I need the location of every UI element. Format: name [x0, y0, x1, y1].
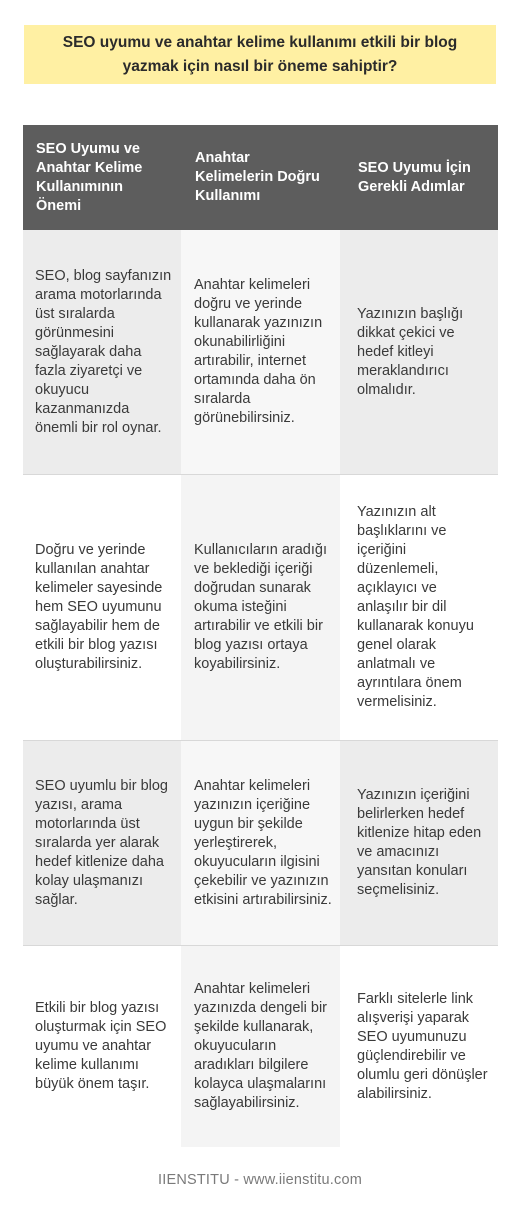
- table-cell: Farklı sitelerle link alışverişi yaparak SEO uyumunuzu güçlendirebilir ve olumlu geri dönüşler alabilirsiniz.: [340, 946, 498, 1147]
- table-cell: Etkili bir blog yazısı oluşturmak için SEO uyumu ve anahtar kelime kullanımı büyük önem taşır.: [23, 946, 181, 1147]
- table-row: [23, 230, 498, 474]
- title-banner: [24, 25, 496, 84]
- footer-credit: IIENSTITU - www.iienstitu.com: [158, 1172, 362, 1188]
- table-cell: Anahtar kelimeleri yazınızda dengeli bir şekilde kullanarak, okuyucuların aradıkları bilgilere kolayca ulaşmalarını sağlayabilirsiniz.: [181, 946, 340, 1147]
- header-cell-keyword-usage: Anahtar Kelimelerin Doğru Kullanımı: [181, 125, 340, 230]
- header-cell-seo-steps: SEO Uyumu İçin Gerekli Adımlar: [340, 125, 498, 230]
- table-cell: Yazınızın alt başlıklarını ve içeriğini düzenlemeli, açıklayıcı ve anlaşılır bir dil kullanarak konuyu genel olarak anlatmalı ve ayrıntılara önem vermelisiniz.: [340, 475, 498, 740]
- table-cell: SEO, blog sayfanızın arama motorlarında üst sıralarda görünmesini sağlayarak daha fazla ziyaretçi ve okuyucu kazanmanızda önemli bir rol oynar.: [23, 230, 181, 474]
- table-cell: Yazınızın başlığı dikkat çekici ve hedef kitleyi meraklandırıcı olmalıdır.: [340, 230, 498, 474]
- page-title: SEO uyumu ve anahtar kelime kullanımı etkili bir blog yazmak için nasıl bir öneme sahiptir?: [62, 33, 458, 75]
- table-row: [23, 475, 498, 740]
- table-cell: Anahtar kelimeleri doğru ve yerinde kullanarak yazınızın okunabilirliğini artırabilir, internet ortamında daha ön sıralarda görünebilirsiniz.: [181, 230, 340, 474]
- table-row: [23, 741, 498, 945]
- table-row: [23, 946, 498, 1147]
- table-cell: Yazınızın içeriğini belirlerken hedef kitlenize hitap eden ve amacınızı yansıtan konuları seçmelisiniz.: [340, 741, 498, 945]
- table-cell: SEO uyumlu bir blog yazısı, arama motorlarında üst sıralarda yer alarak hedef kitlenize daha kolay ulaşmanızı sağlar.: [23, 741, 181, 945]
- comparison-table: [23, 125, 498, 1147]
- table-cell: Anahtar kelimeleri yazınızın içeriğine uygun bir şekilde yerleştirerek, okuyucuların ilgisini çekebilir ve yazınızın etkisini artırabilirsiniz.: [181, 741, 340, 945]
- header-cell-importance: SEO Uyumu ve Anahtar Kelime Kullanımının Önemi: [23, 125, 181, 230]
- table-header-row: [23, 125, 498, 230]
- table-cell: Doğru ve yerinde kullanılan anahtar kelimeler sayesinde hem SEO uyumunu sağlayabilir hem de etkili bir blog yazısı oluşturabilirsiniz.: [23, 475, 181, 740]
- table-cell: Kullanıcıların aradığı ve beklediği içeriği doğrudan sunarak okuma isteğini artırabilir ve etkili bir blog yazısı ortaya koyabilirsiniz.: [181, 475, 340, 740]
